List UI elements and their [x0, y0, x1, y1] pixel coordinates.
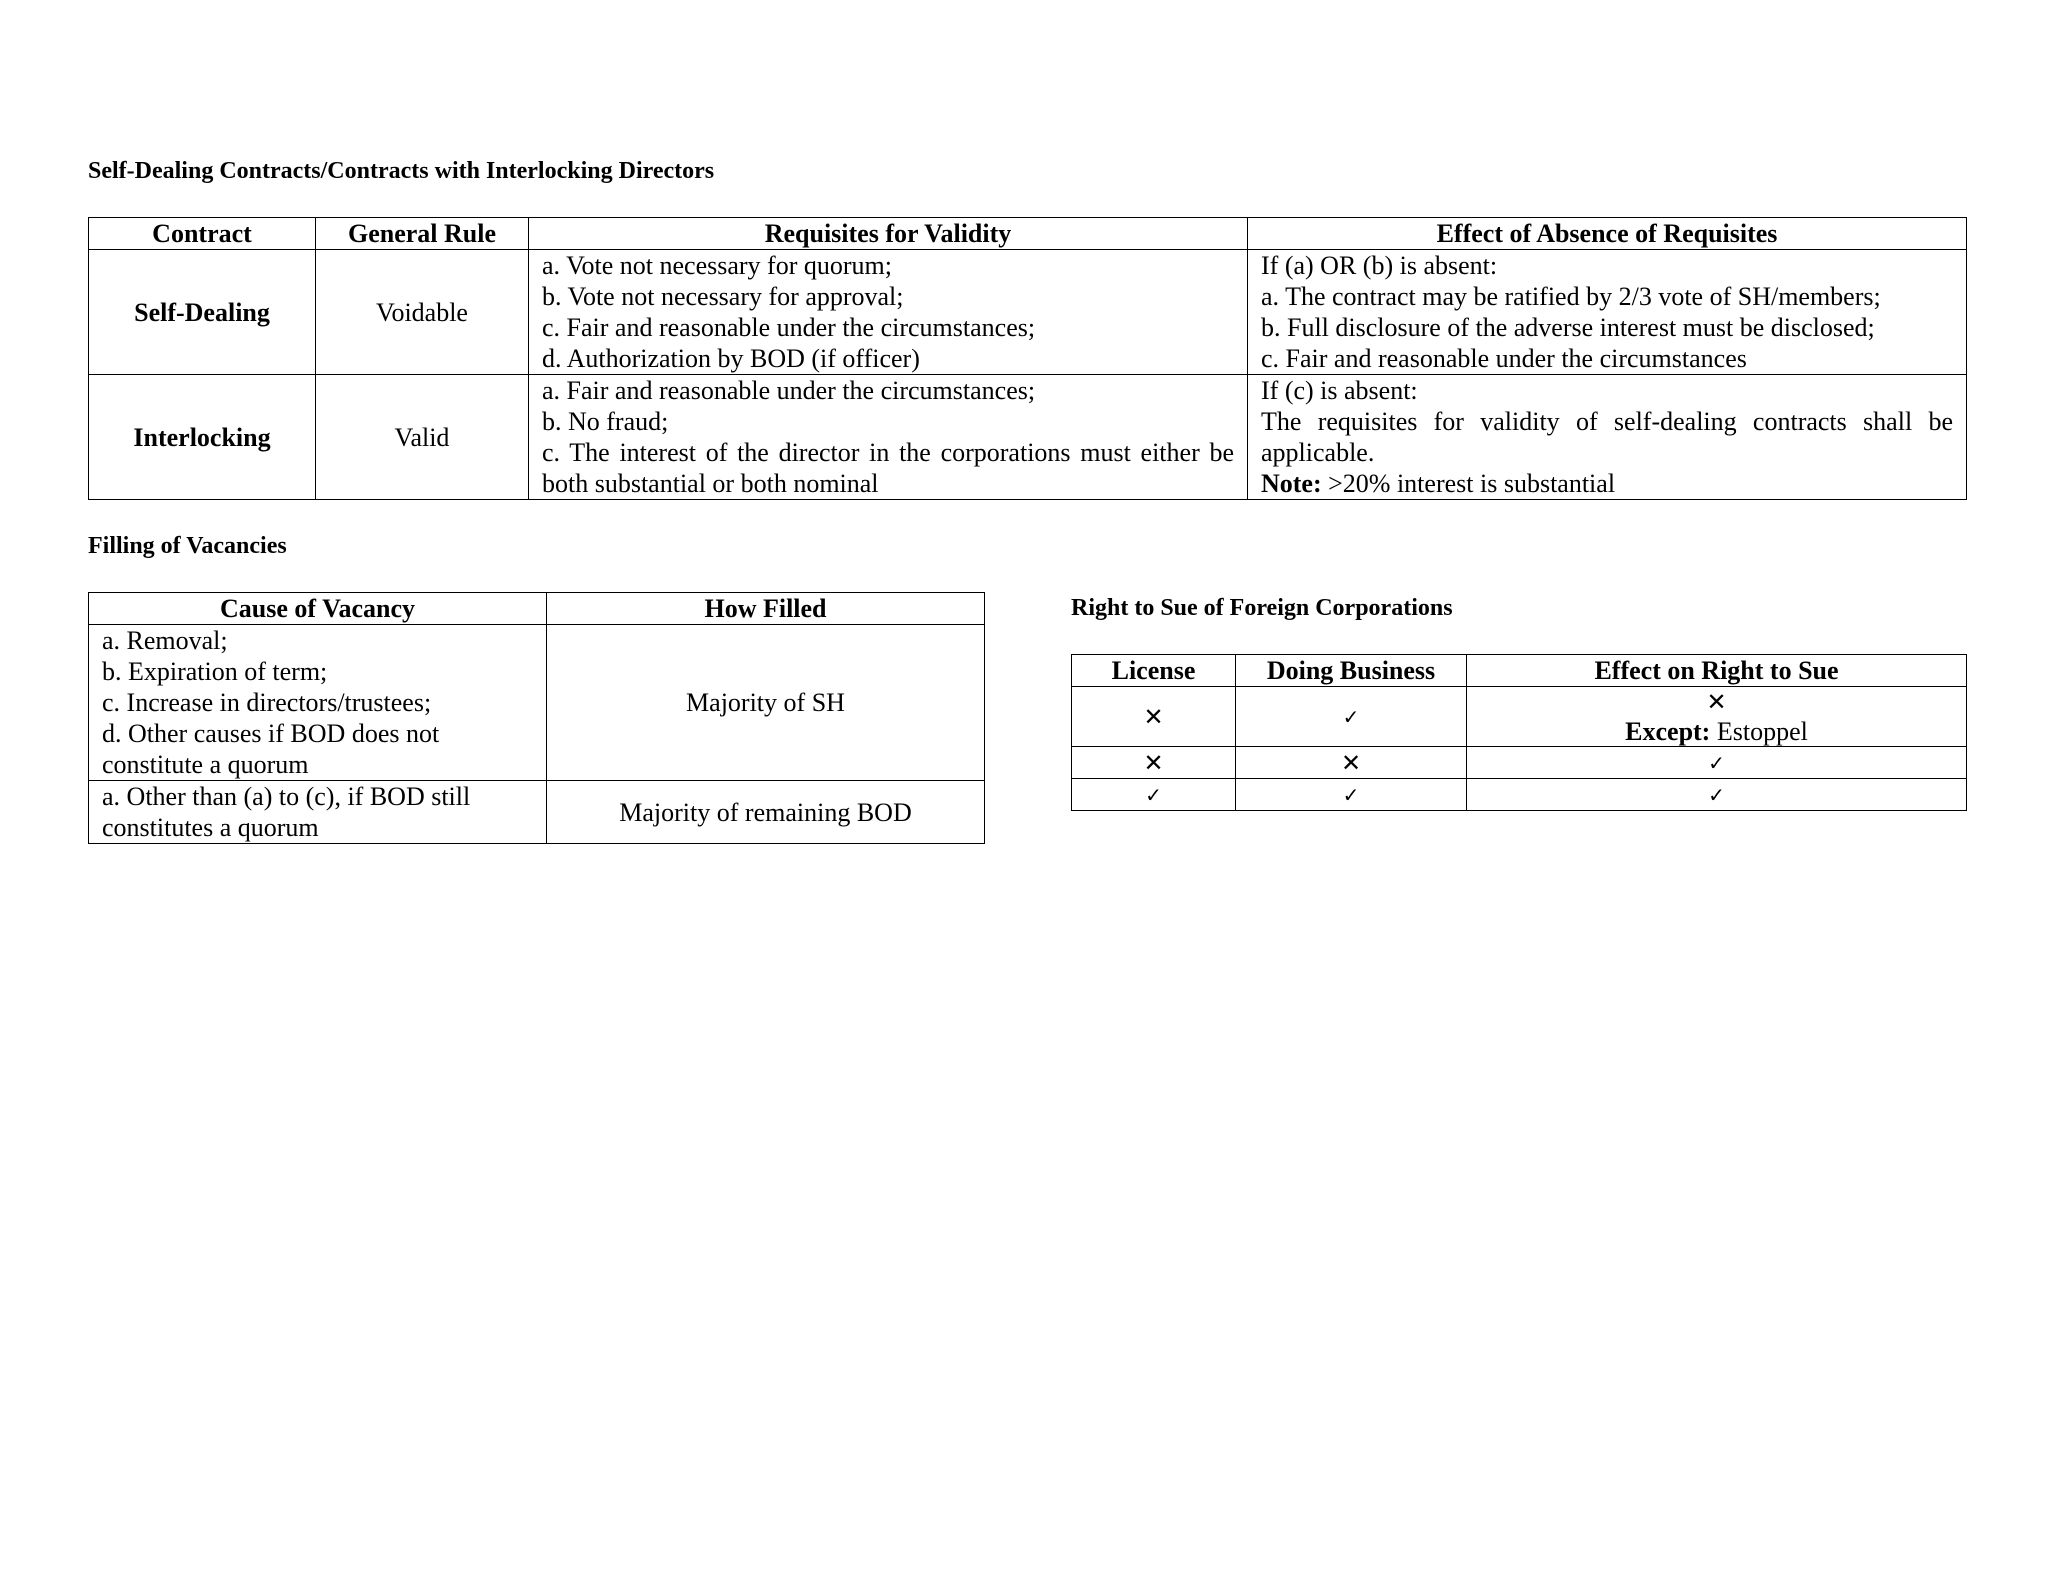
doing-business-cell — [1236, 779, 1467, 811]
list-item: a. Fair and reasonable under the circumstances; — [542, 376, 1036, 405]
column-header: Contract — [89, 218, 316, 250]
contract-type-cell: Interlocking — [89, 375, 316, 500]
list-item: If (a) OR (b) is absent: — [1261, 251, 1498, 280]
vacancies-heading: Filling of Vacancies — [88, 533, 287, 559]
column-header: How Filled — [547, 593, 985, 625]
self-dealing-heading: Self-Dealing Contracts/Contracts with Interlocking Directors — [88, 158, 715, 184]
table-row — [1072, 747, 1967, 779]
list-item: b. Vote not necessary for approval; — [542, 282, 904, 311]
column-header: Effect on Right to Sue — [1467, 655, 1967, 687]
check-mark-icon: ✓ — [1708, 783, 1725, 807]
cross-mark-icon: ✕ — [1143, 748, 1164, 777]
effect-text: The requisites for validity of self-dealing contracts shall be applicable. — [1261, 407, 1953, 467]
effect-cell — [1248, 375, 1967, 500]
list-item: a. Removal; — [102, 626, 228, 655]
how-filled-cell: Majority of SH — [547, 625, 985, 781]
effect-condition: If (c) is absent: — [1261, 376, 1418, 405]
table-row — [89, 375, 1967, 500]
note-label: Note: — [1261, 469, 1322, 498]
cross-mark-icon: ✕ — [1143, 702, 1164, 731]
column-header: Effect of Absence of Requisites — [1248, 218, 1967, 250]
list-item: d. Other causes if BOD does not constitute a quorum — [102, 719, 440, 779]
foreign-table — [1071, 654, 1967, 811]
except-text: Estoppel — [1710, 717, 1808, 746]
general-rule-cell: Voidable — [316, 250, 529, 375]
how-filled-cell: Majority of remaining BOD — [547, 781, 985, 844]
doing-business-cell — [1236, 687, 1467, 747]
note-text: >20% interest is substantial — [1321, 469, 1616, 498]
table-row — [1072, 687, 1967, 747]
exception-note — [1477, 717, 1956, 746]
license-cell — [1072, 779, 1236, 811]
list-item: c. Fair and reasonable under the circumstances — [1261, 344, 1747, 373]
table-header-row — [89, 218, 1967, 250]
table-row — [1072, 779, 1967, 811]
column-header: Cause of Vacancy — [89, 593, 547, 625]
list-item: c. Fair and reasonable under the circumstances; — [542, 313, 1036, 342]
requisites-cell — [529, 250, 1248, 375]
list-item: c. Increase in directors/trustees; — [102, 688, 432, 717]
list-item: d. Authorization by BOD (if officer) — [542, 344, 920, 373]
table-row — [89, 625, 985, 781]
effect-cell — [1467, 747, 1967, 779]
cause-cell — [89, 625, 547, 781]
contract-type-cell: Self-Dealing — [89, 250, 316, 375]
except-label: Except: — [1625, 717, 1711, 746]
license-cell — [1072, 687, 1236, 747]
table-header-row — [89, 593, 985, 625]
column-header: Requisites for Validity — [529, 218, 1248, 250]
requisites-cell — [529, 375, 1248, 500]
doing-business-cell — [1236, 747, 1467, 779]
table-row — [89, 250, 1967, 375]
table-row — [89, 781, 985, 844]
check-mark-icon: ✓ — [1342, 783, 1360, 807]
foreign-heading: Right to Sue of Foreign Corporations — [1071, 595, 1453, 621]
effect-cell — [1467, 687, 1967, 747]
effect-cell — [1248, 250, 1967, 375]
general-rule-cell: Valid — [316, 375, 529, 500]
column-header: License — [1072, 655, 1236, 687]
check-mark-icon: ✓ — [1708, 751, 1725, 775]
cause-cell — [89, 781, 547, 844]
check-mark-icon: ✓ — [1342, 705, 1360, 729]
self-dealing-table — [88, 217, 1967, 500]
list-item: b. Expiration of term; — [102, 657, 328, 686]
vacancies-table — [88, 592, 985, 844]
table-header-row — [1072, 655, 1967, 687]
list-item: b. Full disclosure of the adverse interest must be disclosed; — [1261, 313, 1875, 342]
effect-cell — [1467, 779, 1967, 811]
cross-mark-icon: ✕ — [1340, 748, 1362, 777]
check-mark-icon: ✓ — [1145, 783, 1162, 807]
effect-note — [1261, 468, 1953, 499]
column-header: Doing Business — [1236, 655, 1467, 687]
list-item: b. No fraud; — [542, 407, 669, 436]
license-cell — [1072, 747, 1236, 779]
list-item: c. The interest of the director in the corporations must either be both substantial or both nominal — [542, 438, 1234, 498]
list-item: a. The contract may be ratified by 2/3 vote of SH/members; — [1261, 282, 1881, 311]
list-item: a. Vote not necessary for quorum; — [542, 251, 892, 280]
cross-mark-icon: ✕ — [1706, 688, 1727, 716]
column-header: General Rule — [316, 218, 529, 250]
list-item: a. Other than (a) to (c), if BOD still constitutes a quorum — [102, 782, 471, 842]
